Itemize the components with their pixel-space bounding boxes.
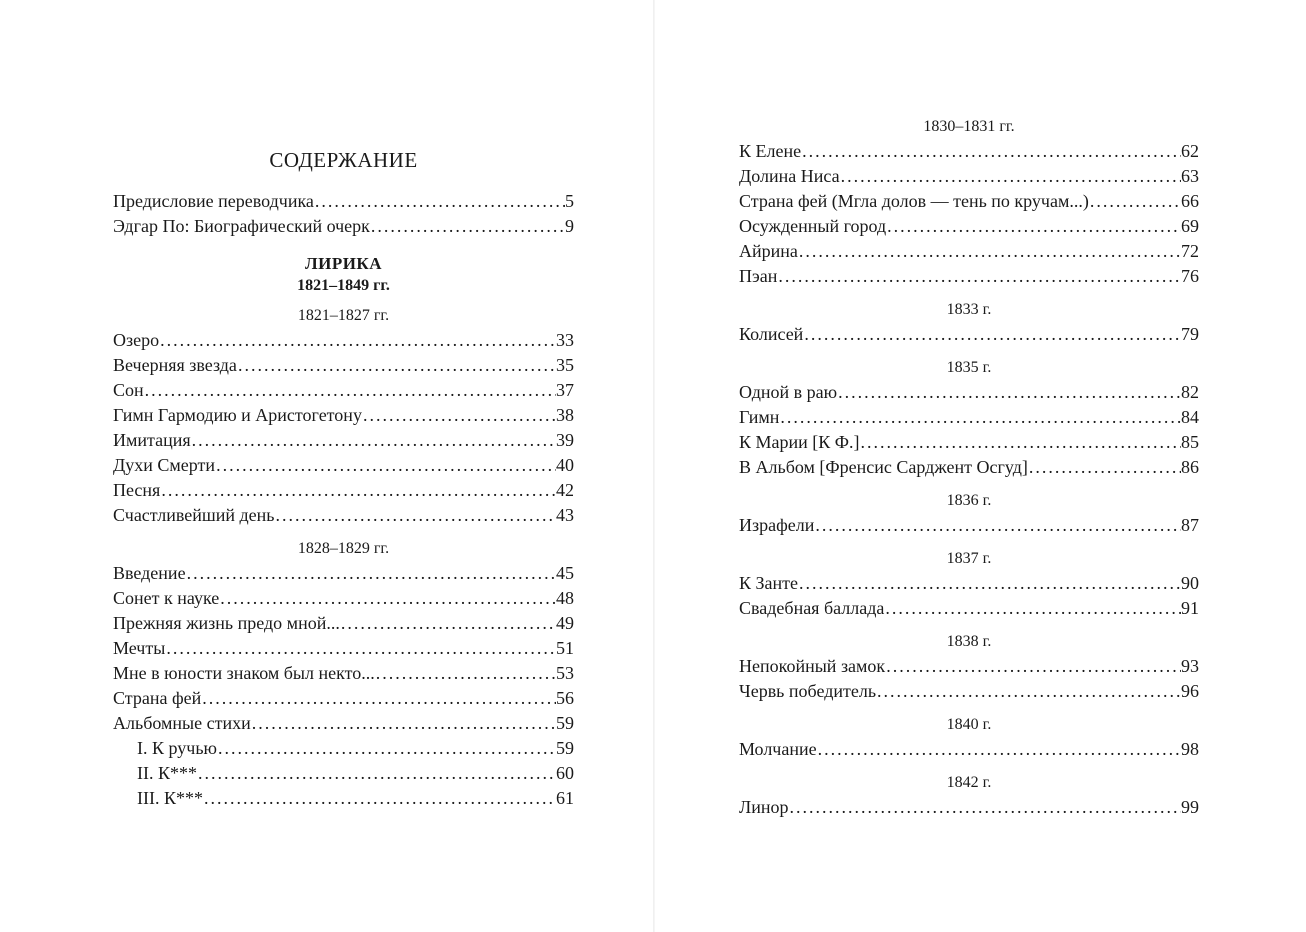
page-number: 63 xyxy=(1181,166,1199,186)
toc-entry xyxy=(113,636,574,661)
page-number: 76 xyxy=(1181,266,1199,286)
page-number: 62 xyxy=(1181,141,1199,161)
page-number: 87 xyxy=(1181,515,1199,535)
entry-title: Сон xyxy=(113,380,144,400)
section-heading: 1821–1827 гг. xyxy=(297,307,390,324)
page-number: 9 xyxy=(565,216,574,236)
entry-title: Счастливейший день xyxy=(113,505,275,525)
page-title: СОДЕРЖАНИЕ xyxy=(269,148,418,172)
toc-entry xyxy=(113,586,574,611)
toc-right-column xyxy=(739,114,1199,820)
dot-leader xyxy=(191,428,556,453)
dot-leader xyxy=(876,679,1181,704)
page-number: 56 xyxy=(556,688,574,708)
section-heading: 1828–1829 гг. xyxy=(297,540,390,557)
front-matter-list xyxy=(113,189,574,239)
page-number: 91 xyxy=(1181,598,1199,618)
dot-leader xyxy=(814,513,1181,538)
entry-title: Вечерняя звезда xyxy=(113,355,237,375)
page-number: 82 xyxy=(1181,382,1199,402)
entry-title: К Елене xyxy=(739,141,802,161)
dot-leader xyxy=(370,214,565,239)
dot-leader xyxy=(840,164,1181,189)
dot-leader xyxy=(885,654,1181,679)
dot-leader xyxy=(803,322,1181,347)
toc-entry xyxy=(739,164,1199,189)
toc-entry xyxy=(113,189,574,214)
toc-entry xyxy=(739,737,1199,762)
page-number: 59 xyxy=(556,713,574,733)
page-number: 69 xyxy=(1181,216,1199,236)
toc-entry xyxy=(739,214,1199,239)
entry-title: Мечты xyxy=(113,638,166,658)
toc-entry xyxy=(113,661,574,686)
toc-entry xyxy=(739,139,1199,164)
dot-leader xyxy=(159,328,556,353)
page-number: 72 xyxy=(1181,241,1199,261)
toc-entry xyxy=(739,795,1199,820)
entry-title: Духи Смерти xyxy=(113,455,216,475)
entry-title: Песня xyxy=(113,480,161,500)
page-number: 66 xyxy=(1181,191,1199,211)
entry-title: Колисей xyxy=(739,324,804,344)
toc-subentry xyxy=(113,736,574,761)
dot-leader xyxy=(197,761,556,786)
dot-leader xyxy=(215,453,556,478)
entry-title: Гимн Гармодию и Аристогетону xyxy=(113,405,362,425)
dot-leader xyxy=(884,596,1181,621)
entry-title: Линор xyxy=(739,797,789,817)
section-heading: 1830–1831 гг. xyxy=(923,118,1015,135)
page-number: 37 xyxy=(556,380,574,400)
dot-leader xyxy=(837,380,1181,405)
entry-title: Пэан xyxy=(739,266,778,286)
entry-title: Страна фей xyxy=(113,688,202,708)
toc-entry xyxy=(113,503,574,528)
part-range: 1821–1849 гг. xyxy=(297,277,390,294)
entry-title: Эдгар По: Биографический очерк xyxy=(113,216,370,236)
dot-leader xyxy=(340,611,556,636)
page-number: 33 xyxy=(556,330,574,350)
page-number: 99 xyxy=(1181,797,1199,817)
toc-entry xyxy=(739,264,1199,289)
page-number: 48 xyxy=(556,588,574,608)
dot-leader xyxy=(186,561,556,586)
toc-subentry xyxy=(113,761,574,786)
dot-leader xyxy=(165,636,556,661)
page-number: 86 xyxy=(1181,457,1199,477)
page-number: 51 xyxy=(556,638,574,658)
page-number: 49 xyxy=(556,613,574,633)
section-heading: 1842 г. xyxy=(946,774,992,791)
entry-title: III. К*** xyxy=(137,788,203,808)
dot-leader xyxy=(160,478,556,503)
entry-title: В Альбом [Френсис Сарджент Осгуд] xyxy=(739,457,1028,477)
dot-leader xyxy=(237,353,556,378)
dot-leader xyxy=(817,737,1181,762)
toc-entry xyxy=(113,561,574,586)
entry-title: Мне в юности знаком был некто... xyxy=(113,663,375,683)
page-number: 96 xyxy=(1181,681,1199,701)
entry-title: I. К ручью xyxy=(137,738,217,758)
toc-entry xyxy=(739,239,1199,264)
dot-leader xyxy=(777,264,1181,289)
dot-leader xyxy=(362,403,556,428)
toc-entry xyxy=(113,478,574,503)
toc-entry xyxy=(113,453,574,478)
dot-leader xyxy=(788,795,1181,820)
entry-title: Айрина xyxy=(739,241,798,261)
entry-title: Осужденный город xyxy=(739,216,887,236)
section-heading: 1833 г. xyxy=(946,301,992,318)
entry-title: К Марии [К Ф.] xyxy=(739,432,860,452)
page-number: 39 xyxy=(556,430,574,450)
dot-leader xyxy=(375,661,556,686)
page-number: 45 xyxy=(556,563,574,583)
page-number: 60 xyxy=(556,763,574,783)
dot-leader xyxy=(203,786,556,811)
section-heading: 1837 г. xyxy=(946,550,992,567)
page-number: 84 xyxy=(1181,407,1199,427)
toc-subentry xyxy=(113,786,574,811)
toc-entry xyxy=(113,353,574,378)
toc-entry xyxy=(739,380,1199,405)
toc-entry xyxy=(739,405,1199,430)
entry-title: Молчание xyxy=(739,739,817,759)
entry-title: Одной в раю xyxy=(739,382,838,402)
dot-leader xyxy=(144,378,556,403)
page-number: 93 xyxy=(1181,656,1199,676)
toc-entry xyxy=(739,189,1199,214)
entry-title: К Занте xyxy=(739,573,799,593)
dot-leader xyxy=(798,571,1181,596)
entry-title: Долина Ниса xyxy=(739,166,840,186)
toc-entry xyxy=(739,513,1199,538)
dot-leader xyxy=(1028,455,1181,480)
entry-title: Введение xyxy=(113,563,186,583)
entry-title: II. К*** xyxy=(137,763,197,783)
dot-leader xyxy=(201,686,556,711)
dot-leader xyxy=(801,139,1181,164)
page-number: 61 xyxy=(556,788,574,808)
page-number: 90 xyxy=(1181,573,1199,593)
dot-leader xyxy=(779,405,1181,430)
dot-leader xyxy=(251,711,556,736)
entry-title: Гимн xyxy=(739,407,780,427)
page-number: 40 xyxy=(556,455,574,475)
section-heading: 1838 г. xyxy=(946,633,992,650)
entry-title: Альбомные стихи xyxy=(113,713,251,733)
dot-leader xyxy=(274,503,556,528)
dot-leader xyxy=(886,214,1181,239)
page-number: 79 xyxy=(1181,324,1199,344)
toc-left-column xyxy=(113,145,574,811)
toc-entry xyxy=(113,611,574,636)
page-number: 98 xyxy=(1181,739,1199,759)
toc-entry xyxy=(113,428,574,453)
page-number: 59 xyxy=(556,738,574,758)
page-number: 38 xyxy=(556,405,574,425)
entry-title: Страна фей (Мгла долов — тень по кручам...) xyxy=(739,191,1089,211)
toc-entry xyxy=(739,654,1199,679)
page-number: 42 xyxy=(556,480,574,500)
toc-entry xyxy=(739,679,1199,704)
section-heading: 1840 г. xyxy=(946,716,992,733)
dot-leader xyxy=(219,586,556,611)
left-sections xyxy=(113,303,574,811)
right-page xyxy=(655,0,1306,932)
section-heading: 1835 г. xyxy=(946,359,992,376)
page-number: 35 xyxy=(556,355,574,375)
page-number: 53 xyxy=(556,663,574,683)
page-number: 43 xyxy=(556,505,574,525)
toc-entry xyxy=(113,686,574,711)
page-number: 5 xyxy=(565,191,574,211)
entry-title: Предисловие переводчика xyxy=(113,191,314,211)
entry-title: Непокойный замок xyxy=(739,656,886,676)
toc-entry xyxy=(113,378,574,403)
toc-entry xyxy=(113,711,574,736)
dot-leader xyxy=(859,430,1181,455)
entry-title: Израфели xyxy=(739,515,815,535)
toc-entry xyxy=(739,430,1199,455)
page-number: 85 xyxy=(1181,432,1199,452)
toc-entry xyxy=(739,322,1199,347)
part-title: ЛИРИКА xyxy=(304,254,383,273)
entry-title: Сонет к науке xyxy=(113,588,220,608)
toc-entry xyxy=(739,571,1199,596)
toc-entry xyxy=(739,455,1199,480)
toc-entry xyxy=(113,328,574,353)
dot-leader xyxy=(1089,189,1181,214)
right-sections xyxy=(739,114,1199,820)
entry-title: Прежняя жизнь предо мной... xyxy=(113,613,340,633)
entry-title: Свадебная баллада xyxy=(739,598,885,618)
toc-entry xyxy=(113,214,574,239)
entry-title: Озеро xyxy=(113,330,160,350)
dot-leader xyxy=(314,189,565,214)
toc-entry xyxy=(739,596,1199,621)
section-heading: 1836 г. xyxy=(946,492,992,509)
dot-leader xyxy=(798,239,1181,264)
entry-title: Имитация xyxy=(113,430,191,450)
toc-entry xyxy=(113,403,574,428)
entry-title: Червь победитель xyxy=(739,681,877,701)
dot-leader xyxy=(217,736,556,761)
